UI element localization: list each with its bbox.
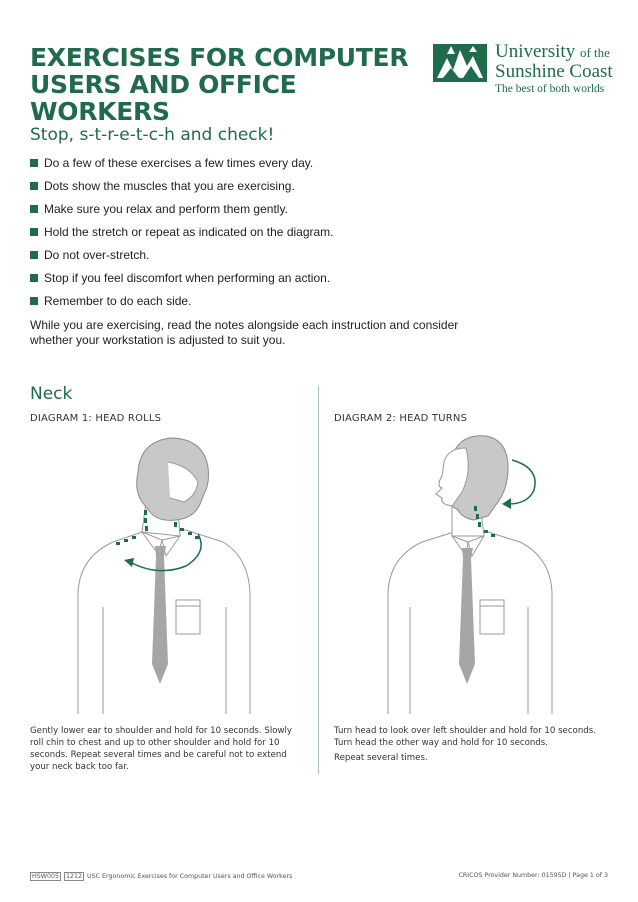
intro-bullet-list <box>30 151 334 312</box>
diagram2-label: DIAGRAM 2: HEAD TURNS <box>334 413 468 424</box>
footer-doc-name: USC Ergonomic Exercises for Computer Users and Office Workers <box>87 873 293 880</box>
logo-university: University <box>495 41 576 62</box>
usc-logo-icon <box>433 44 487 82</box>
usc-logo <box>433 42 613 98</box>
bullet-item: Do a few of these exercises a few times every day. <box>30 151 334 174</box>
bullet-square-icon <box>30 182 38 190</box>
diagram2-head-turns-illustration <box>362 432 638 717</box>
bullet-item: Hold the stretch or repeat as indicated on the diagram. <box>30 220 334 243</box>
bullet-square-icon <box>30 274 38 282</box>
bullet-square-icon <box>30 228 38 236</box>
bullet-square-icon <box>30 205 38 213</box>
diagram2-description: Turn head to look over left shoulder and hold for 10 seconds. Turn head the other way and hold for 10 seconds. Repeat several times. <box>334 726 596 763</box>
diagram1-head-rolls-illustration <box>58 432 338 717</box>
footer-right: CRICOS Provider Number: 01595D | Page 1 of 3 <box>458 872 608 879</box>
footer-left <box>30 872 292 881</box>
section-title-neck: Neck <box>30 384 73 404</box>
diagram1-label: DIAGRAM 1: HEAD ROLLS <box>30 413 162 424</box>
bullet-item: Dots show the muscles that you are exercising. <box>30 174 334 197</box>
logo-of-the: of the <box>579 45 610 60</box>
bullet-item: Remember to do each side. <box>30 289 334 312</box>
bullet-square-icon <box>30 159 38 167</box>
bullet-square-icon <box>30 297 38 305</box>
footer-date: 1212 <box>66 873 83 880</box>
bullet-item: Make sure you relax and perform them gently. <box>30 197 334 220</box>
logo-tagline: The best of both worlds <box>495 83 605 95</box>
page-title: EXERCISES FOR COMPUTER USERS AND OFFICE WORKERS <box>30 43 409 126</box>
intro-subheading: Stop, s-t-r-e-t-c-h and check! <box>30 125 275 145</box>
bullet-square-icon <box>30 251 38 259</box>
bullet-item: Do not over-stretch. <box>30 243 334 266</box>
bullet-item: Stop if you feel discomfort when performing an action. <box>30 266 334 289</box>
intro-paragraph: While you are exercising, read the notes alongside each instruction and consider whether your workstation is adjusted to suit you. <box>30 318 459 347</box>
footer-code: HSW005 <box>32 873 59 880</box>
logo-sunshine-coast: Sunshine Coast <box>495 61 613 82</box>
diagram1-description: Gently lower ear to shoulder and hold for 10 seconds. Slowly roll chin to chest and up to other shoulder and hold for 10 seconds. Repeat several times and be careful not to extend your neck back too far. <box>30 726 292 772</box>
